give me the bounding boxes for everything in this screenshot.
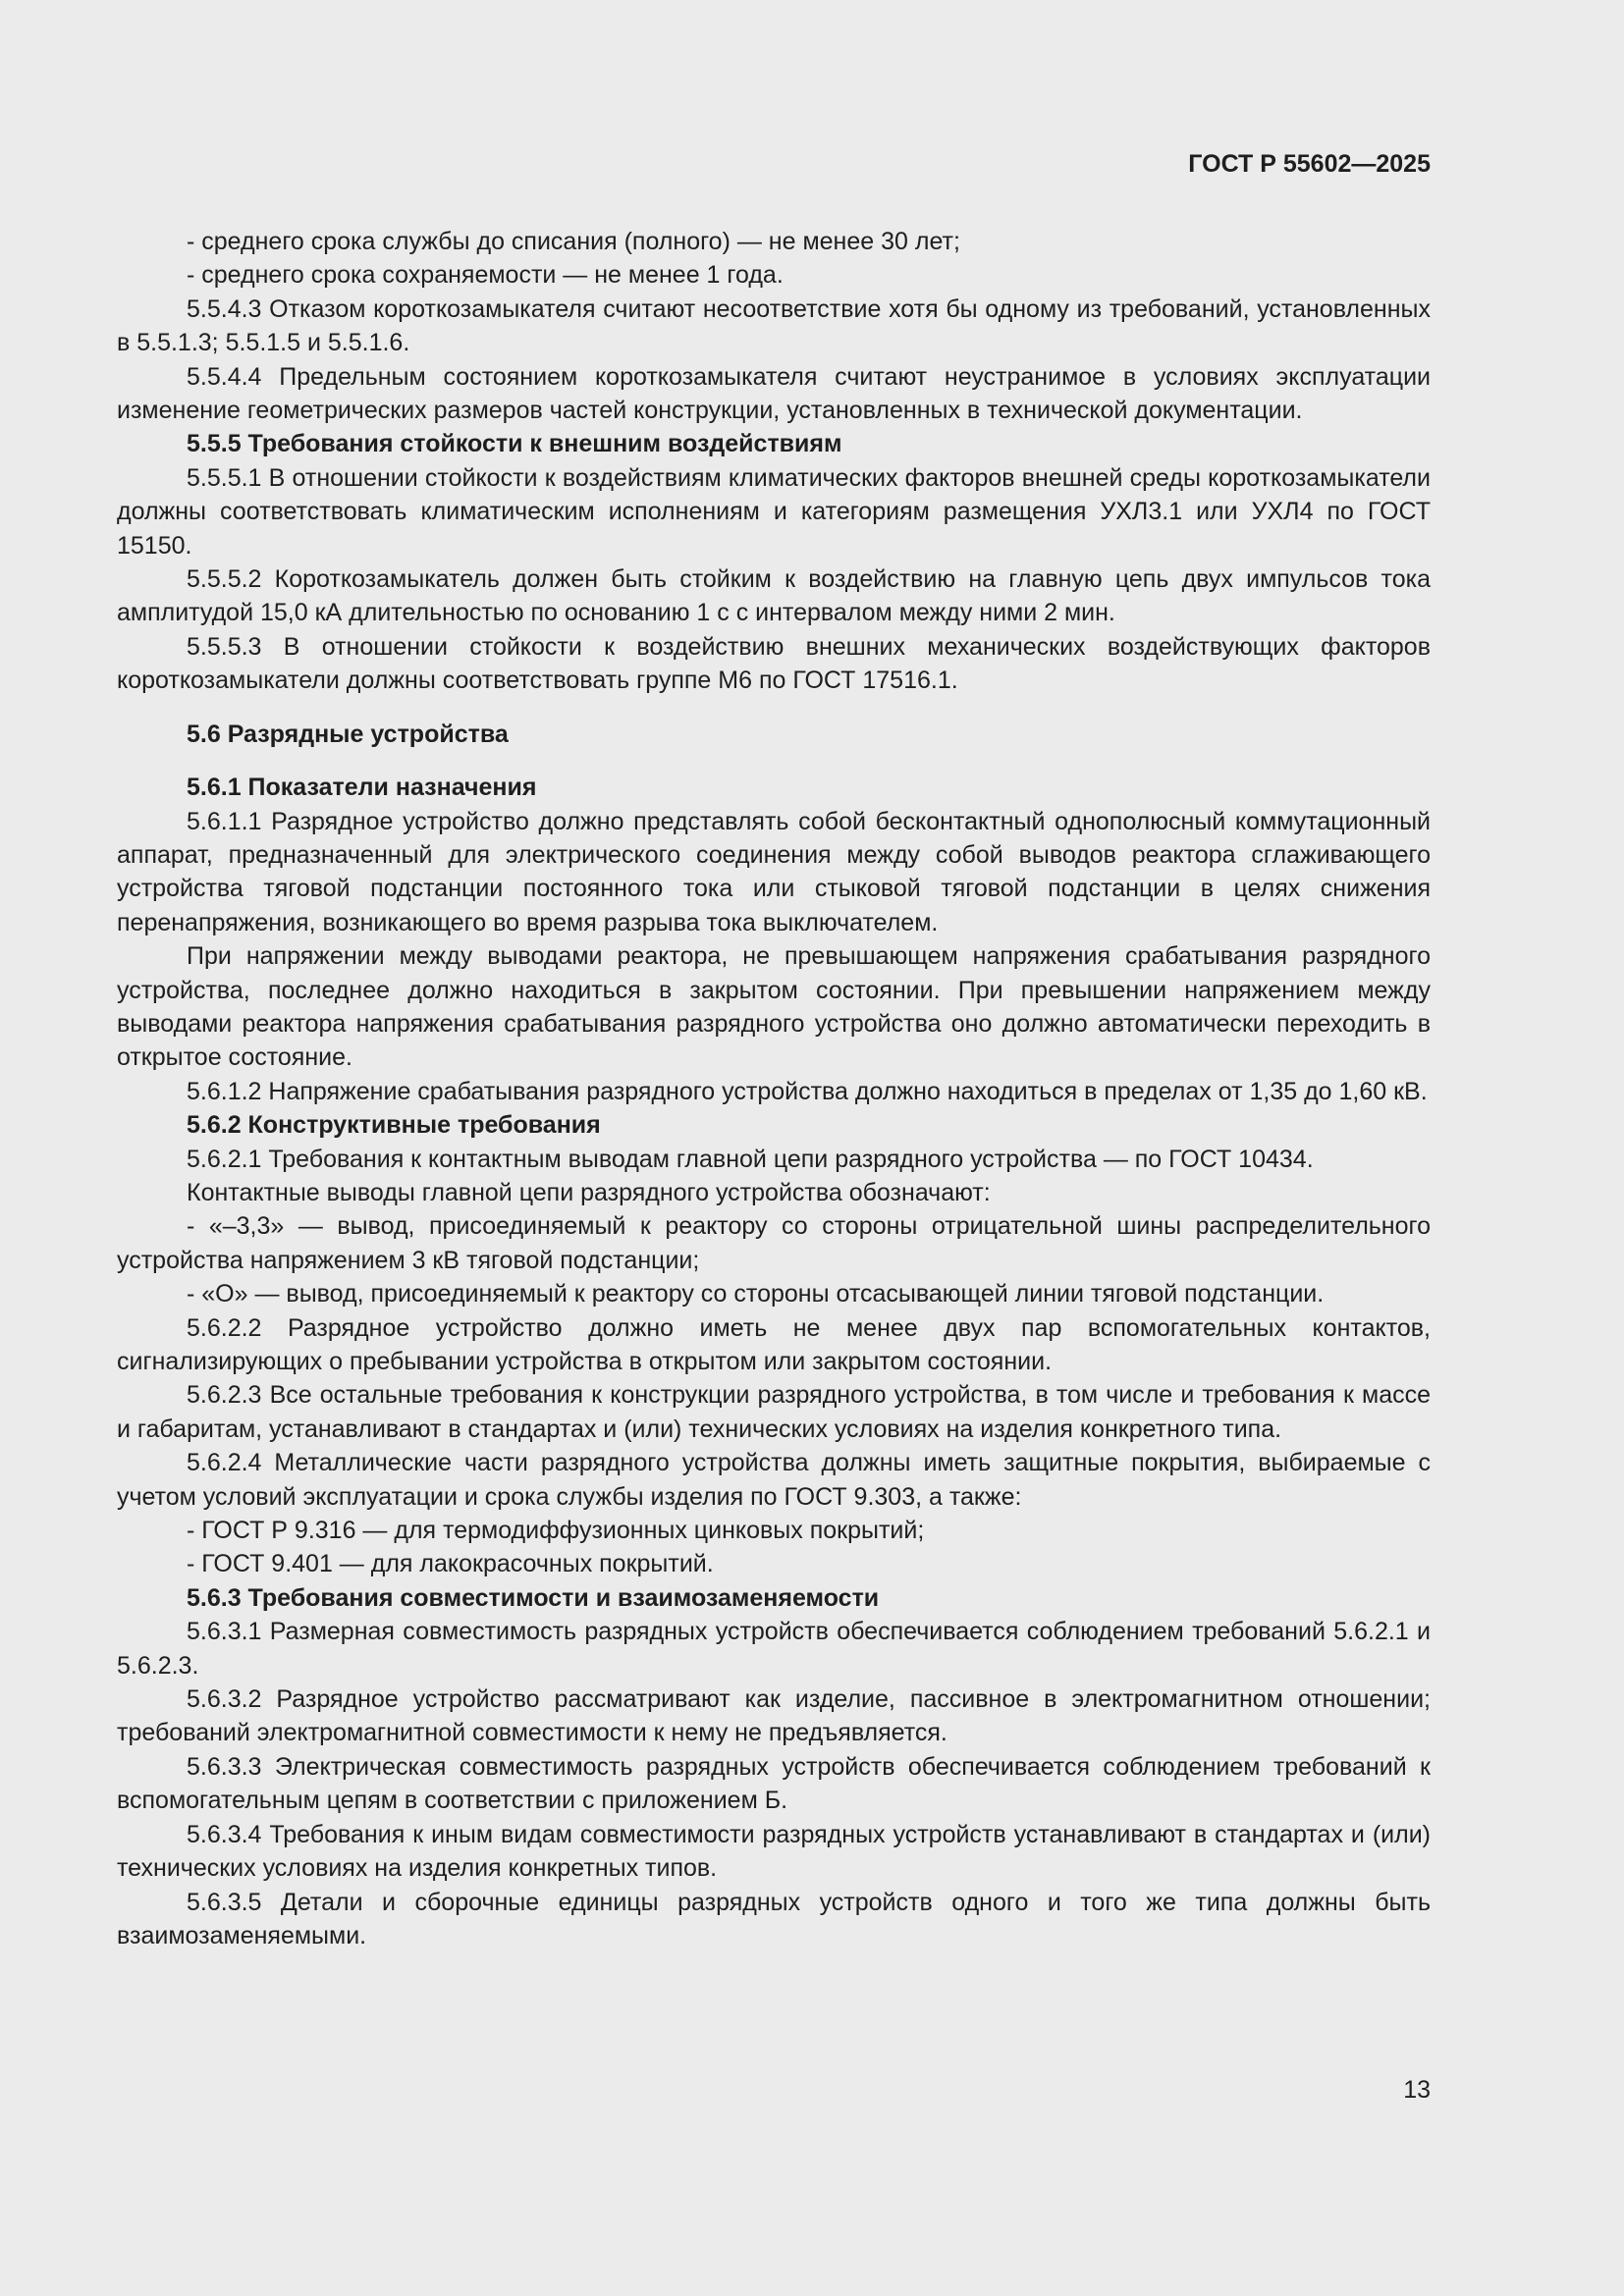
list-item-storage-life: - среднего срока сохраняемости — не менее 1 года. <box>187 261 784 290</box>
list-item-service-life: - среднего срока службы до списания (полного) — не менее 30 лет; <box>187 228 960 255</box>
heading-5-6-2: 5.6.2 Конструктивные требования <box>187 1111 601 1140</box>
paragraph-contact-leads: Контактные выводы главной цепи разрядного устройства обозначают: <box>187 1178 991 1206</box>
clause-5-6-3-4: 5.6.3.4 Требования к иным видам совместимости разрядных устройств устанавливают в стандартах и (или) технических условиях на изделия конкретных типов. <box>117 1820 1431 1883</box>
clause-5-6-3-3: 5.6.3.3 Электрическая совместимость разрядных устройств обеспечивается соблюдением требований к вспомогательным цепям в соответствии с приложением Б. <box>117 1752 1431 1815</box>
clause-5-6-1-2: 5.6.1.2 Напряжение срабатывания разрядного устройства должно находиться в пределах от 1,35 до 1,60 кВ. <box>187 1077 1428 1105</box>
document-standard-id: ГОСТ Р 55602—2025 <box>1188 150 1431 178</box>
clause-5-6-1-1: 5.6.1.1 Разрядное устройство должно представлять собой бесконтактный однополюсный коммутационный аппарат, предназначенный для электрического соединения между собой выводов реактора сглаживающего устройства тяговой подстанции постоянного тока или стыковой тяговой подстанции в целях снижения перенапряжения, возникающего во время разрыва тока выключателем. <box>117 807 1431 936</box>
clause-5-5-5-2: 5.5.5.2 Короткозамыкатель должен быть стойким к воздействию на главную цепь двух импульсов тока амплитудой 15,0 кА длительностью по основанию 1 с с интервалом между ними 2 мин. <box>117 565 1431 627</box>
clause-5-6-2-3: 5.6.2.3 Все остальные требования к конструкции разрядного устройства, в том числе и требования к массе и габаритам, устанавливают в стандартах и (или) технических условиях на изделия конкретного типа. <box>117 1381 1431 1443</box>
heading-5-6: 5.6 Разрядные устройства <box>187 720 509 748</box>
list-item-lead-minus-3-3: - «–3,3» — вывод, присоединяемый к реактору со стороны отрицательной шины распределительного устройства напряжением 3 кВ тяговой подстанции; <box>117 1212 1431 1274</box>
heading-5-6-3: 5.6.3 Требования совместимости и взаимозаменяемости <box>187 1583 880 1612</box>
paragraph-reactor-voltage: При напряжении между выводами реактора, не превышающем напряжения срабатывания разрядного устройства, последнее должно находиться в закрытом состоянии. При превышении напряжением между выводами реактора напряжения срабатывания разрядного устройства оно должно автоматически переходить в открытое состояние. <box>117 942 1431 1072</box>
list-item-gost-r-9-316: - ГОСТ Р 9.316 — для термодиффузионных цинковых покрытий; <box>187 1517 925 1545</box>
clause-5-5-5-1: 5.5.5.1 В отношении стойкости к воздействиям климатических факторов внешней среды короткозамыкатели должны соответствовать климатическим исполнениям и категориям размещения УХЛ3.1 или УХЛ4 по ГОСТ 15150. <box>117 463 1431 560</box>
clause-5-5-5-3: 5.5.5.3 В отношении стойкости к воздействию внешних механических воздействующих факторов короткозамыкатели должны соответствовать группе М6 по ГОСТ 17516.1. <box>117 632 1431 695</box>
clause-5-5-4-4: 5.5.4.4 Предельным состоянием короткозамыкателя считают неустранимое в условиях эксплуатации изменение геометрических размеров частей конструкции, установленных в технической документации. <box>117 362 1431 425</box>
clause-5-5-4-3: 5.5.4.3 Отказом короткозамыкателя считают несоответствие хотя бы одному из требований, установленных в 5.5.1.3; 5.5.1.5 и 5.5.1.6. <box>117 294 1431 357</box>
clause-5-6-2-4: 5.6.2.4 Металлические части разрядного устройства должны иметь защитные покрытия, выбираемые с учетом условий эксплуатации и срока службы изделия по ГОСТ 9.303, а также: <box>117 1449 1431 1511</box>
list-item-lead-o: - «О» — вывод, присоединяемый к реактору со стороны отсасывающей линии тяговой подстанции. <box>187 1280 1325 1308</box>
clause-5-6-2-2: 5.6.2.2 Разрядное устройство должно иметь не менее двух пар вспомогательных контактов, сигнализирующих о пребывании устройства в открытом или закрытом состоянии. <box>117 1313 1431 1375</box>
list-item-gost-9-401: - ГОСТ 9.401 — для лакокрасочных покрытий. <box>187 1550 714 1578</box>
page-number: 13 <box>1403 2076 1431 2104</box>
clause-5-6-3-1: 5.6.3.1 Размерная совместимость разрядных устройств обеспечивается соблюдением требований 5.6.2.1 и 5.6.2.3. <box>117 1618 1431 1680</box>
document-body <box>117 225 1431 1952</box>
heading-5-5-5: 5.5.5 Требования стойкости к внешним воздействиям <box>187 430 842 458</box>
heading-5-6-1: 5.6.1 Показатели назначения <box>187 774 537 802</box>
clause-5-6-3-5: 5.6.3.5 Детали и сборочные единицы разрядных устройств одного и того же типа должны быть взаимозаменяемыми. <box>117 1888 1431 1949</box>
clause-5-6-2-1: 5.6.2.1 Требования к контактным выводам главной цепи разрядного устройства — по ГОСТ 10434. <box>187 1145 1314 1173</box>
clause-5-6-3-2: 5.6.3.2 Разрядное устройство рассматривают как изделие, пассивное в электромагнитном отношении; требований электромагнитной совместимости к нему не предъявляется. <box>117 1685 1431 1747</box>
